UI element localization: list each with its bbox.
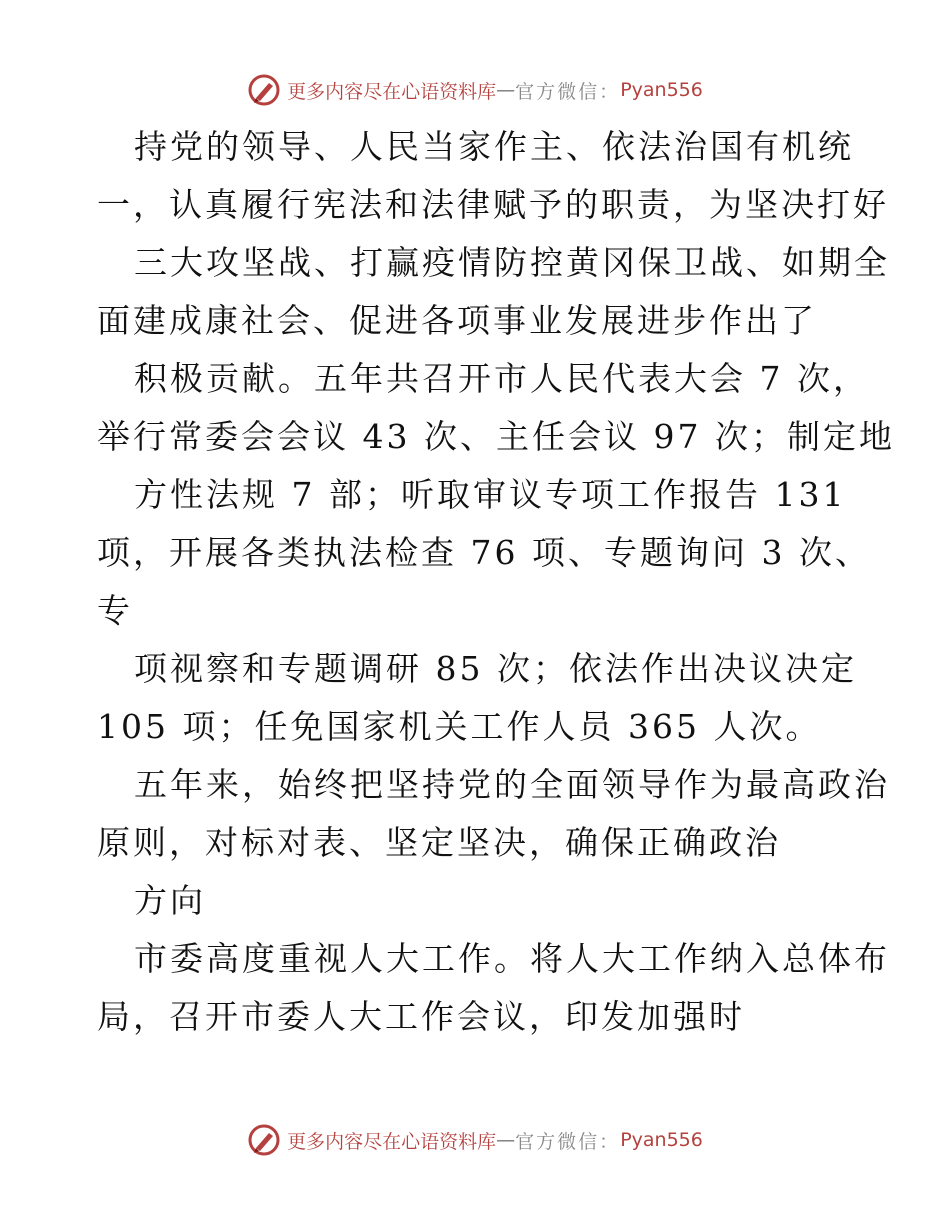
text-line: 原则，对标对表、坚定坚决，确保正确政治 <box>97 823 781 862</box>
text-line: 方性法规 7 部；听取审议专项工作报告 131 <box>134 475 847 514</box>
watermark-separator: — <box>496 79 516 101</box>
text-line: 项视察和专题调研 85 次；依法作出决议决定 <box>134 649 857 688</box>
watermark-wechat-id: Pyan556 <box>620 1129 703 1151</box>
watermark-brand-text: 更多内容尽在心语资料库 <box>287 80 497 103</box>
text-line: 项，开展各类执法检查 76 项、专题询问 3 次、 <box>97 533 871 572</box>
text-line: 积极贡献。五年共召开市人民代表大会 7 次， <box>134 359 869 398</box>
text-line: 五年来，始终把坚持党的全面领导作为最高政治 <box>134 765 890 804</box>
watermark-wechat-id: Pyan556 <box>620 79 703 101</box>
watermark-separator: — <box>496 1129 516 1151</box>
text-line: 面建成康社会、促进各项事业发展进步作出了 <box>97 301 817 340</box>
text-line: 局，召开市委人大工作会议，印发加强时 <box>97 997 745 1036</box>
text-line: 一，认真履行宪法和法律赋予的职责，为坚决打好 <box>97 185 889 224</box>
text-line: 市委高度重视人大工作。将人大工作纳入总体布 <box>134 939 890 978</box>
pen-logo-icon <box>247 1123 281 1157</box>
text-line: 三大攻坚战、打赢疫情防控黄冈保卫战、如期全 <box>134 243 890 282</box>
text-line: 专 <box>97 591 133 630</box>
watermark-label: 官方微信： <box>515 80 621 103</box>
footer-watermark <box>0 1120 950 1160</box>
text-line: 方向 <box>134 881 206 920</box>
text-line: 举行常委会会议 43 次、主任会议 97 次；制定地 <box>97 417 895 456</box>
watermark-brand-text: 更多内容尽在心语资料库 <box>287 1130 497 1153</box>
text-line: 持党的领导、人民当家作主、依法治国有机统 <box>134 127 854 166</box>
watermark-label: 官方微信： <box>515 1130 621 1153</box>
text-line: 105 项；任免国家机关工作人员 365 人次。 <box>97 707 822 746</box>
